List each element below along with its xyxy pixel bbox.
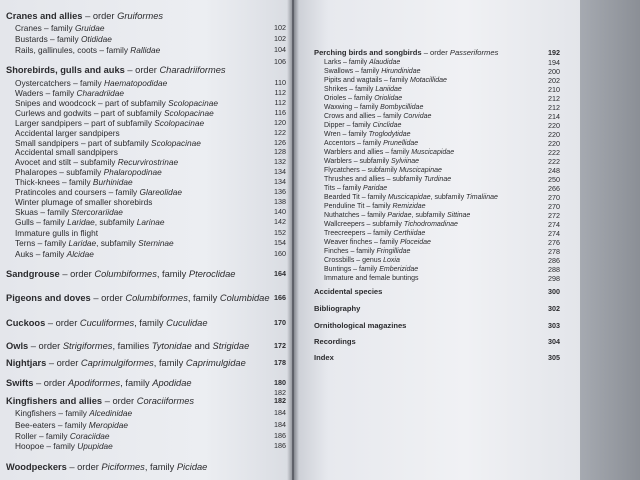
entry-mid-text: , subfamily [96, 238, 139, 248]
right-page [294, 0, 580, 480]
entry-name-text: Cranes – family [15, 23, 75, 33]
entry-italic-text: Hirundinidae [381, 68, 421, 75]
page-number: 186 [274, 441, 286, 450]
page-number: 222 [548, 148, 560, 157]
page-number: 300 [548, 287, 560, 296]
section-entry [0, 340, 292, 352]
entry-name-text: Dipper – family [324, 122, 373, 129]
section-entry [294, 320, 580, 332]
entry-italic-text: Tichodromadinae [403, 221, 458, 228]
page-number: 214 [548, 112, 560, 121]
entry-detail-text: – order [45, 318, 80, 328]
entry-italic-text: Strigiformes [62, 341, 113, 351]
entry-italic-text: Cuculiformes [79, 318, 135, 328]
entry-italic-text: Alcidae [66, 249, 94, 259]
entry-italic-text: Laniidae [375, 86, 402, 93]
entry-name-text: Curlews and godwits – part of subfamily [15, 108, 164, 118]
entry-name-text: Accidental small sandpipers [15, 147, 118, 157]
entry-italic-text: Columbiformes [94, 269, 157, 279]
entry-name-text: Wren – family [324, 131, 369, 138]
entry-name-text: Bee-eaters – family [15, 420, 89, 430]
entry-italic-text: Sittinae [446, 212, 471, 219]
entry-name-text: Treecreepers – family [324, 230, 394, 237]
entry-name-text: Index [314, 353, 334, 362]
page-number: 112 [274, 88, 286, 97]
page-number: 212 [548, 94, 560, 103]
page-number: 132 [274, 157, 286, 166]
entry-name-text: Accentors – family [324, 140, 384, 147]
entry-name-text: Thrushes and allies – subfamily [324, 176, 424, 183]
section-entry [0, 10, 292, 22]
entry-title [314, 336, 356, 348]
entry-name-text: Recordings [314, 337, 356, 346]
entry-name-text: Warblers and allies – family [324, 149, 412, 156]
page-number: 142 [274, 217, 286, 226]
page-number: 305 [548, 353, 560, 362]
entry-name-text: Hoopoe – family [15, 441, 78, 451]
entry-name-text: Rails, gallinules, coots – family [15, 45, 131, 55]
subsection-entry [294, 273, 580, 285]
page-number: 160 [274, 249, 286, 258]
page-number: 104 [274, 45, 286, 54]
entry-title [324, 273, 419, 285]
entry-italic-text: Phalaropodinae [103, 167, 162, 177]
entry-name-text: Sandgrouse [6, 269, 60, 279]
entry-italic-text: Coraciidae [69, 431, 110, 441]
section-entry [0, 317, 292, 329]
entry-name-text: Immature and female buntings [324, 275, 419, 282]
entry-name-text: Larger sandpipers – part of subfamily [15, 118, 155, 128]
entry-name-text: Orioles – family [324, 95, 375, 102]
page-number: 248 [548, 166, 560, 175]
page-number: 302 [548, 304, 560, 313]
entry-name-text: Auks – family [15, 249, 67, 259]
entry-mid-text: , family [120, 378, 153, 388]
page-number: 120 [274, 118, 286, 127]
section-entry [294, 336, 580, 348]
entry-title [15, 248, 94, 260]
entry-name-text: Kingfishers and allies [6, 396, 103, 406]
entry-name-text: Nightjars [6, 358, 47, 368]
entry-italic-text: Gruidae [74, 23, 105, 33]
entry-italic-text: Scolopacinae [168, 98, 218, 108]
entry-title [314, 303, 360, 315]
page-number: 178 [274, 358, 286, 367]
entry-title [6, 268, 235, 280]
entry-name-text: Swifts [6, 378, 34, 388]
entry-italic-text: Fringillidae [376, 248, 411, 255]
entry-detail-text: – order [82, 11, 118, 21]
subsection-entry [0, 248, 292, 260]
entry-italic-text: Charadriiformes [159, 65, 226, 75]
entry-italic-text: Sylviinae [391, 158, 420, 165]
page-number: 276 [548, 238, 560, 247]
page-number: 184 [274, 420, 286, 429]
entry-italic-text: Prunellidae [383, 140, 419, 147]
entry-detail-text: – order [33, 378, 69, 388]
entry-italic-text: Troglodytidae [368, 131, 411, 138]
page-number: 134 [274, 167, 286, 176]
entry-title [314, 352, 334, 364]
entry-italic-text: Caprimulgiformes [80, 358, 154, 368]
entry-title [6, 10, 163, 22]
entry-italic-text: Stercorariidae [71, 207, 123, 217]
entry-name-text: Wallcreepers – subfamily [324, 221, 404, 228]
entry-name-text: Waxwing – family [324, 104, 381, 111]
entry-name-text: Bearded Tit – family [324, 194, 388, 201]
entry-name-text: Shrikes – family [324, 86, 376, 93]
entry-italic-text: Emberizidae [379, 266, 419, 273]
section-entry [0, 268, 292, 280]
entry-name-text: Warblers – subfamily [324, 158, 392, 165]
entry-name-text: Weaver finches – family [324, 239, 401, 246]
background-surface [575, 0, 640, 480]
entry-italic-text: Recurvirostrinae [117, 157, 179, 167]
subsection-entry [0, 407, 292, 419]
page-number: 128 [274, 147, 286, 156]
entry-mid-text: , subfamily [411, 212, 447, 219]
entry-mid-text: , families [112, 341, 152, 351]
section-entry [0, 461, 292, 473]
page-number: 202 [548, 76, 560, 85]
entry-italic-text: Bombycillidae [380, 104, 424, 111]
entry-italic-text: Turdinae [424, 176, 452, 183]
entry-title [6, 395, 194, 407]
entry-name-text: Accidental species [314, 287, 383, 296]
page-number: 112 [274, 98, 286, 107]
page-number: 250 [548, 175, 560, 184]
section-entry [294, 352, 580, 364]
entry-name-text: Small sandpipers – part of subfamily [15, 138, 152, 148]
page-number: 126 [274, 138, 286, 147]
entry-italic-text: Tytonidae [151, 341, 192, 351]
entry-detail-text: – order [66, 462, 102, 472]
entry-mid-text: , subfamily [430, 194, 467, 201]
entry-title [6, 292, 270, 304]
entry-name-text: Swallows – family [324, 68, 382, 75]
page-number: 222 [548, 157, 560, 166]
entry-italic-text: Ploceidae [400, 239, 431, 246]
entry-italic-text: Picidae [176, 462, 208, 472]
page-number: 182 [274, 396, 286, 405]
entry-italic-text: Alcedinidae [89, 408, 133, 418]
page-number: 186 [274, 431, 286, 440]
entry-name-text: Bibliography [314, 304, 361, 313]
page-number: 140 [274, 207, 286, 216]
entry-name-text: Owls [6, 341, 29, 351]
entry-detail-text: – order [59, 269, 95, 279]
entry-name-text: Waders – family [15, 88, 77, 98]
entry-italic-text: Oriolidae [374, 95, 403, 102]
entry-name-text: Tits – family [324, 185, 364, 192]
page-number: 270 [548, 202, 560, 211]
entry-italic-text: Scolopacinae [154, 118, 205, 128]
entry-name-text: Bustards – family [15, 34, 81, 44]
page-number: 102 [274, 34, 286, 43]
page-number: 172 [274, 341, 286, 350]
entry-title [6, 357, 246, 369]
entry-name-text: Gulls – family [15, 217, 68, 227]
entry-italic-text: Passeriformes [449, 48, 499, 57]
entry-title [15, 440, 113, 452]
entry-italic-text: Rallidae [130, 45, 161, 55]
entry-name-text: Finches – family [324, 248, 377, 255]
entry-detail-text: – order [90, 293, 126, 303]
subsection-entry [0, 440, 292, 452]
entry-italic-text: Upupidae [77, 441, 113, 451]
entry-name-text: Pipits and wagtails – family [324, 77, 410, 84]
entry-name-text: Buntings – family [324, 266, 380, 273]
page-number: 154 [274, 238, 286, 247]
entry-name-text: Terns – family [15, 238, 69, 248]
entry-italic-text: Laridae [68, 238, 97, 248]
page-number: 298 [548, 274, 560, 283]
entry-title [314, 286, 382, 298]
page-number: 212 [548, 103, 560, 112]
page-number: 200 [548, 67, 560, 76]
entry-title [15, 407, 132, 419]
entry-italic-text: Strigidae [212, 341, 250, 351]
page-number: 184 [274, 408, 286, 417]
entry-italic-text: Paridae [363, 185, 388, 192]
page-number: 166 [274, 293, 286, 302]
entry-italic-text: Muscicapidae [387, 194, 431, 201]
entry-name-text: Immature gulls in flight [15, 228, 99, 238]
entry-name-text: Cranes and allies [6, 11, 83, 21]
entry-italic-text: Meropidae [88, 420, 128, 430]
page-number: 272 [548, 211, 560, 220]
page-number: 220 [548, 139, 560, 148]
entry-italic-text: Cuculidae [166, 318, 208, 328]
entry-mid-text: , family [144, 462, 177, 472]
page-number: 304 [548, 337, 560, 346]
entry-title [6, 64, 226, 76]
entry-mid-text: , family [156, 269, 189, 279]
page-number: 134 [274, 177, 286, 186]
entry-detail-text: – order [28, 341, 63, 351]
entry-italic-text: Coraciiformes [136, 396, 195, 406]
page-number: 116 [274, 108, 286, 117]
entry-mid-text: , family [153, 358, 186, 368]
section-entry [294, 303, 580, 315]
entry-name-text: Phalaropes – subfamily [15, 167, 104, 177]
section-entry [0, 357, 292, 369]
entry-mid-text: , subfamily [94, 217, 137, 227]
entry-name-text: Nuthatches – family [324, 212, 388, 219]
entry-name-text: Pratincoles and coursers – family [15, 187, 140, 197]
page-number: 270 [548, 193, 560, 202]
entry-name-text: Roller – family [15, 431, 70, 441]
entry-italic-text: Certhiidae [393, 230, 426, 237]
page-number: 152 [274, 228, 286, 237]
book-gutter [287, 0, 299, 480]
entry-italic-text: Cinclidae [372, 122, 402, 129]
page-number: 274 [548, 229, 560, 238]
entry-italic-text: Corvidae [403, 113, 432, 120]
page-number: 220 [548, 130, 560, 139]
entry-mid-text: and [191, 341, 213, 351]
entry-italic-text: Alaudidae [369, 59, 401, 66]
page-number: 192 [548, 48, 560, 57]
entry-italic-text: Otididae [80, 34, 112, 44]
entry-mid-text: , family [134, 318, 167, 328]
entry-detail-text: – order [124, 65, 160, 75]
page-number: 194 [548, 58, 560, 67]
page-number: 106 [274, 57, 286, 66]
entry-italic-text: Scolopacinae [163, 108, 214, 118]
entry-italic-text: Remizidae [392, 203, 426, 210]
page-number: 122 [274, 128, 286, 137]
entry-italic-text: Gruiformes [117, 11, 164, 21]
entry-name-text: Kingfishers – family [15, 408, 90, 418]
entry-italic-text: Charadriidae [76, 88, 124, 98]
section-entry [0, 292, 292, 304]
entry-name-text: Accidental larger sandpipers [15, 128, 120, 138]
page-number: 102 [274, 23, 286, 32]
section-entry [0, 395, 292, 407]
entry-italic-text: Columbiformes [125, 293, 188, 303]
page-number: 138 [274, 197, 286, 206]
entry-italic-text: Muscicapidae [411, 149, 455, 156]
entry-name-text: Oystercatchers – family [15, 78, 104, 88]
entry-name-text: Shorebirds, gulls and auks [6, 65, 125, 75]
entry-italic-text: Piciformes [101, 462, 145, 472]
entry-italic-text: Larinae [136, 217, 165, 227]
entry-name-text: Woodpeckers [6, 462, 67, 472]
entry-name-text: Perching birds and songbirds [314, 48, 422, 57]
entry-italic-text: Burhinidae [92, 177, 133, 187]
left-page [0, 0, 292, 480]
page-number: 110 [274, 78, 286, 87]
entry-name-text: Crossbills – genus [324, 257, 384, 264]
entry-name-text: Flycatchers – subfamily [324, 167, 400, 174]
entry-title [15, 44, 160, 56]
entry-name-text: Ornithological magazines [314, 321, 407, 330]
entry-name-text: Snipes and woodcock – part of subfamily [15, 98, 169, 108]
entry-name-text: Penduline Tit – family [324, 203, 393, 210]
subsection-entry [0, 44, 292, 56]
page-number: 278 [548, 247, 560, 256]
page-number: 274 [548, 220, 560, 229]
entry-name-text: Thick-knees – family [15, 177, 93, 187]
entry-italic-text: Caprimulgidae [185, 358, 246, 368]
entry-name-text: Avocet and stilt – subfamily [15, 157, 118, 167]
page-number: 180 [274, 378, 286, 387]
entry-italic-text: Laridae [67, 217, 95, 227]
entry-title [6, 461, 207, 473]
entry-name-text: Crows and allies – family [324, 113, 404, 120]
entry-italic-text: Sterninae [138, 238, 174, 248]
entry-mid-text: , family [187, 293, 220, 303]
entry-italic-text: Apodiformes [68, 378, 121, 388]
entry-italic-text: Timaliinae [466, 194, 498, 201]
page-number: 182 [274, 388, 286, 397]
page-number: 286 [548, 256, 560, 265]
entry-detail-text: – order [46, 358, 81, 368]
page-number: 136 [274, 187, 286, 196]
entry-name-text: Winter plumage of smaller shorebirds [15, 197, 153, 207]
entry-name-text: Pigeons and doves [6, 293, 91, 303]
entry-title [314, 320, 406, 332]
page-number: 210 [548, 85, 560, 94]
page-number: 303 [548, 321, 560, 330]
entry-italic-text: Apodidae [152, 378, 192, 388]
entry-detail-text: – order [102, 396, 137, 406]
entry-italic-text: Haematopodidae [104, 78, 168, 88]
page-number: 170 [274, 318, 286, 327]
page-number: 288 [548, 265, 560, 274]
page-number: 266 [548, 184, 560, 193]
entry-italic-text: Glareolidae [139, 187, 182, 197]
entry-italic-text: Paridae [387, 212, 412, 219]
entry-italic-text: Pteroclidae [188, 269, 236, 279]
entry-italic-text: Motacillidae [409, 77, 447, 84]
entry-name-text: Skuas – family [15, 207, 72, 217]
entry-name-text: Larks – family [324, 59, 370, 66]
entry-title [6, 317, 208, 329]
entry-italic-text: Scolopacinae [151, 138, 201, 148]
section-entry [294, 286, 580, 298]
page-number: 220 [548, 121, 560, 130]
page-number: 164 [274, 269, 286, 278]
entry-italic-text: Muscicapinae [399, 167, 442, 174]
entry-name-text: Cuckoos [6, 318, 46, 328]
entry-italic-text: Loxia [383, 257, 400, 264]
entry-italic-text: Columbidae [219, 293, 270, 303]
section-entry [0, 64, 292, 76]
entry-detail-text: – order [421, 48, 450, 57]
entry-title [6, 340, 249, 352]
